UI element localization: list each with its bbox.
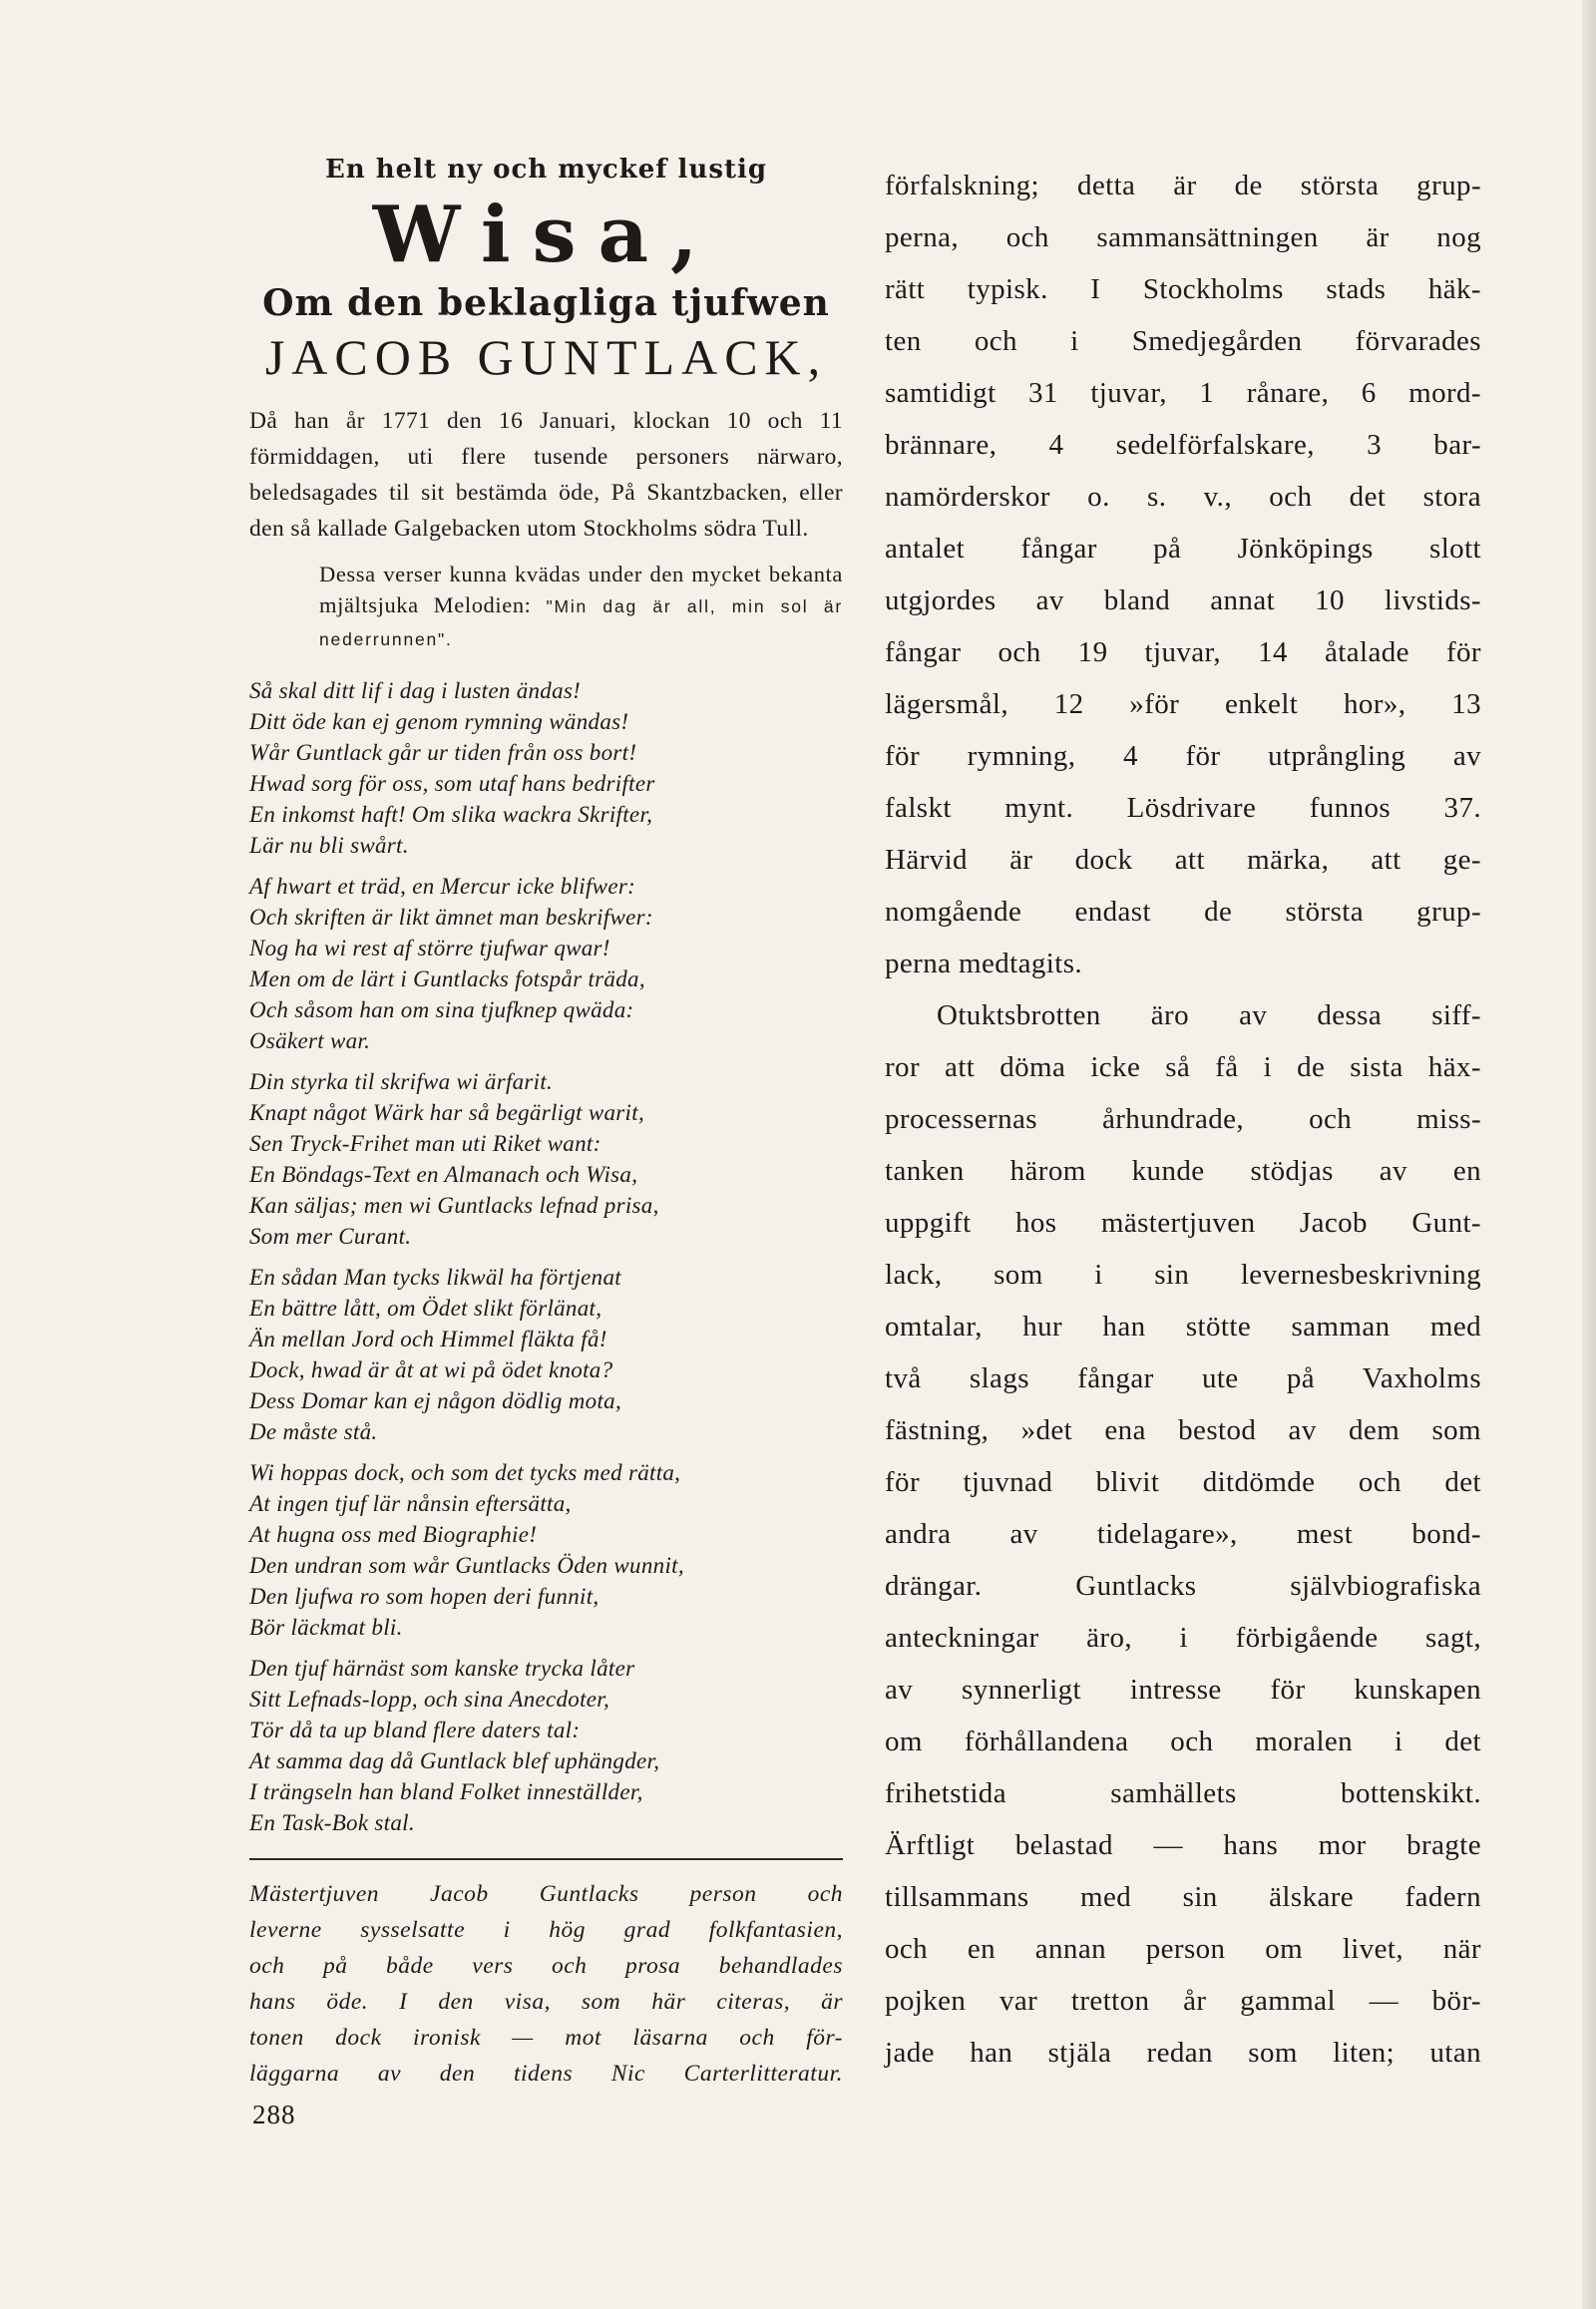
page-number: 288 (252, 2100, 296, 2129)
body-line: ten och i Smedjegården förvarades (885, 325, 1481, 357)
body-line: anteckningar äro, i förbigående sagt, (885, 1622, 1481, 1654)
verse-line: Wi hoppas dock, och som det tycks med rätta, (249, 1460, 681, 1485)
verse-line: Nog ha wi rest af större tjufwar qwar! (249, 936, 610, 961)
verse-line: En inkomst haft! Om slika wackra Skrifter, (249, 802, 653, 827)
caption-line: leverne sysselsatte i hög grad folkfantasien, (249, 1917, 843, 1943)
verse-line: Wår Guntlack går ur tiden från oss bort! (249, 740, 637, 765)
verse-line: Dock, hwad är åt at wi på ödet knota? (249, 1357, 613, 1382)
verse-line: Som mer Curant. (249, 1224, 412, 1249)
body-line: fästning, »det ena bestod av dem som (885, 1414, 1481, 1446)
verse-line: Tör då ta up bland flere daters tal: (249, 1718, 581, 1742)
body-line: av synnerligt intresse för kunskapen (885, 1674, 1481, 1706)
body-line: för tjuvnad blivit ditdömde och det (885, 1466, 1481, 1498)
verse-line: Men om de lärt i Guntlacks fotspår träda, (249, 966, 645, 991)
stanza (249, 871, 843, 1056)
body-line: perna, och sammansättningen är nog (885, 221, 1481, 253)
body-line: antalet fångar på Jönköpings slott (885, 533, 1481, 565)
broadside-intro: Då han år 1771 den 16 Januari, klockan 10 och 11 förmiddagen, uti flere tusende personers närwaro, beledsagades til sit bestämda öde, På Skantzbacken, eller den så kallade Galgebacken utom Stockholms södra Tull. (249, 408, 843, 542)
verse-line: Osäkert war. (249, 1028, 371, 1053)
verse-line: Den undran som wår Guntlacks Öden wunnit, (249, 1553, 684, 1578)
verse-line: Din styrka til skrifwa wi ärfarit. (249, 1069, 554, 1094)
verse-line: Kan säljas; men wi Guntlacks lefnad prisa, (249, 1193, 659, 1218)
verse-line: Sitt Lefnads-lopp, och sina Anecdoter, (249, 1687, 610, 1712)
stanza (249, 1262, 843, 1447)
verse-line: Lär nu bli swårt. (249, 833, 409, 858)
verse-line: Ditt öde kan ej genom rymning wändas! (249, 709, 629, 734)
body-line: samtidigt 31 tjuvar, 1 rånare, 6 mord- (885, 377, 1481, 409)
body-line: perna medtagits. (885, 948, 1083, 979)
body-line: för rymning, 4 för utprångling av (885, 740, 1481, 772)
verse-line: En sådan Man tycks likwäl ha förtjenat (249, 1265, 621, 1290)
caption-note (249, 1876, 843, 2092)
body-line: uppgift hos mästertjuven Jacob Gunt- (885, 1207, 1481, 1239)
broadside-title: Wisa, (372, 190, 720, 280)
body-line: namörderskor o. s. v., och det stora (885, 481, 1481, 513)
body-line: falskt mynt. Lösdrivare funnos 37. (885, 792, 1481, 824)
stanza (249, 1457, 843, 1643)
body-line: förfalskning; detta är de största grup- (885, 170, 1481, 201)
verse-line: En bättre lått, om Ödet slikt förlänat, (249, 1296, 602, 1321)
stanza (249, 1653, 843, 1838)
melody-instruction (319, 559, 843, 655)
body-line: Härvid är dock att märka, att ge- (885, 844, 1481, 876)
body-line: Ärftligt belastad — hans mor bragte (885, 1829, 1481, 1861)
broadside-column (249, 145, 843, 2092)
caption-line: och på både vers och prosa behandlades (249, 1953, 843, 1979)
verse-line: Sen Tryck-Frihet man uti Riket want: (249, 1131, 601, 1156)
verse-line: Den tjuf härnäst som kanske trycka låter (249, 1656, 635, 1681)
verse-line: Bör läckmat bli. (249, 1615, 403, 1640)
caption-line: läggarna av den tidens Nic Carterlitteratur. (249, 2061, 843, 2087)
page-edge (1582, 0, 1596, 2309)
stanza (249, 675, 843, 861)
caption-line: Mästertjuven Jacob Guntlacks person och (249, 1881, 843, 1907)
melody-text: Dessa verser kunna kvädas under den mycket bekanta mjältsjuka Melodien: (319, 562, 843, 617)
body-line: omtalar, hur han stötte samman med (885, 1311, 1481, 1343)
body-line: drängar. Guntlacks självbiografiska (885, 1570, 1481, 1602)
melody-name: "Min dag är all, min sol är nederrunnen". (319, 596, 843, 649)
body-line: ror att döma icke så få i de sista häx- (885, 1051, 1481, 1083)
body-line: andra av tidelagare», mest bond- (885, 1518, 1481, 1550)
body-line: tillsammans med sin älskare fadern (885, 1881, 1481, 1913)
verse-line: I trängseln han bland Folket inneställder, (249, 1779, 643, 1804)
verse-line: En Böndags-Text en Almanach och Wisa, (249, 1162, 638, 1187)
verse-line: Än mellan Jord och Himmel fläkta få! (249, 1327, 607, 1351)
caption-line: tonen dock ironisk — mot läsarna och för- (249, 2025, 843, 2051)
verse-line: Den ljufwa ro som hopen deri funnit, (249, 1584, 599, 1609)
body-line: och en annan person om livet, när (885, 1933, 1481, 1965)
verse-line: Och såsom han om sina tjufknep qwäda: (249, 997, 634, 1022)
body-line: jade han stjäla redan som liten; utan (885, 2037, 1481, 2069)
broadside-about-line: Om den beklagliga tjufwen (262, 282, 830, 324)
verse-line: At ingen tjuf lär nånsin eftersätta, (249, 1491, 572, 1516)
broadside-subtitle: En helt ny och myckef lustig (324, 155, 768, 185)
body-line: pojken var tretton år gammal — bör- (885, 1985, 1481, 2017)
caption-divider (249, 1858, 843, 1860)
body-line: tanken härom kunde stödjas av en (885, 1155, 1481, 1187)
body-line: om förhållandena och moralen i det (885, 1726, 1481, 1757)
verse-line: Och skriften är likt ämnet man beskrifwer: (249, 905, 653, 930)
verse-line: Dess Domar kan ej någon dödlig mota, (249, 1388, 622, 1413)
verse-line: Så skal ditt lif i dag i lusten ändas! (249, 678, 582, 703)
body-line: nomgående endast de största grup- (885, 896, 1481, 928)
body-line: rätt typisk. I Stockholms stads häk- (885, 273, 1481, 305)
poem (249, 675, 843, 1838)
verse-line: De måste stå. (249, 1419, 378, 1444)
body-line: fångar och 19 tjuvar, 14 åtalade för (885, 636, 1481, 668)
body-line: processernas århundrade, och miss- (885, 1103, 1481, 1135)
body-line: frihetstida samhällets bottenskikt. (885, 1777, 1481, 1809)
verse-line: Af hwart et träd, en Mercur icke blifwer: (249, 874, 636, 899)
verse-line: Hwad sorg för oss, som utaf hans bedrifter (249, 771, 655, 796)
body-line: två slags fångar ute på Vaxholms (885, 1362, 1481, 1394)
verse-line: At hugna oss med Biographie! (249, 1522, 538, 1547)
verse-line: Knapt något Wärk har så begärligt warit, (249, 1100, 644, 1125)
verse-line: En Task-Bok stal. (249, 1810, 415, 1835)
verse-line: At samma dag då Guntlack blef uphängder, (249, 1748, 660, 1773)
body-line: utgjordes av bland annat 10 livstids- (885, 584, 1481, 616)
stanza (249, 1066, 843, 1252)
body-line: Otuktsbrotten äro av dessa siff- (937, 999, 1481, 1031)
body-line: lack, som i sin levernesbeskrivning (885, 1259, 1481, 1291)
caption-line: hans öde. I den visa, som här citeras, är (249, 1989, 843, 2015)
body-text-column (885, 160, 1481, 2079)
broadside-name: JACOB GUNTLACK, (264, 329, 828, 385)
body-line: lägersmål, 12 »för enkelt hor», 13 (885, 688, 1481, 720)
body-line: brännare, 4 sedelförfalskare, 3 bar- (885, 429, 1481, 461)
